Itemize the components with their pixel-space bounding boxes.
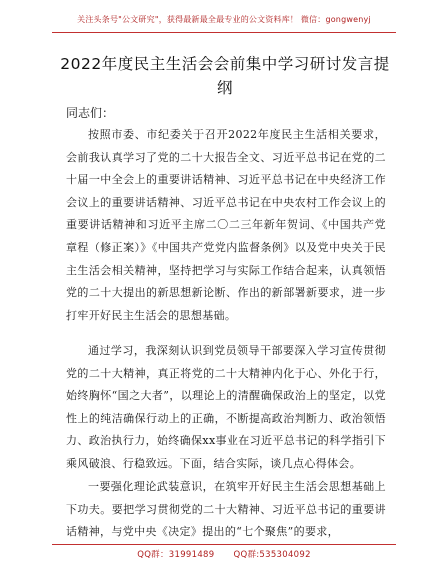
body-paragraph: 通过学习，我深刻认识到党员领导干部要深入学习宣传贯彻党的二十大精神，真正将党的二十大精神内化于心、外化于行，始终胸怀“国之大者”，以理论上的清醒确保政治上的坚定，以党性上的纯洁确保行动上的正确，不断提高政治判断力、政治领悟力、政治执行力，始终确保xx事业在习近平总书记的科学指引下乘风破浪、行稳致远。下面，结合实际，谈几点心得体会。 xyxy=(66,344,386,470)
footer-divider xyxy=(52,544,396,545)
body-paragraph: 按照市委、市纪委关于召开2022年度民主生活相关要求，会前我认真学习了党的二十大报告全文、习近平总书记在党的二十届一中全会上的重要讲话精神、习近平总书记在中央经济工作会议上的重要讲话精神、习近平总书记在中央农村工作会议上的重要讲话精神和习近平主席二〇二三年新年贺词、《中国共产党章程（修正案）》《中国共产党党内监督条例》以及党中央关于民主生活会相关精神，坚持把学习与实际工作结合起来，认真领悟党的二十大提出的新思想新论断、作出的新部署新要求，进一步打牢开好民主生活会的思想基础。 xyxy=(66,128,386,322)
footer-qq-group-1: QQ群：31991489 xyxy=(137,550,215,560)
header-notice: 关注头条号"公文研究"，获得最新最全最专业的公文资料库！ 微信：gongwenyj xyxy=(77,15,371,24)
document-title: 2022年度民主生活会会前集中学习研讨发言提纲 xyxy=(60,55,390,97)
salutation: 同志们： xyxy=(66,106,115,120)
footer xyxy=(0,548,448,560)
footer-qq-group-2: QQ群:535304092 xyxy=(233,550,311,560)
body-paragraph: 一要强化理论武装意识，在筑牢开好民主生活会思想基础上下功夫。要把学习贯彻党的二十大精神、习近平总书记的重要讲话精神，与党中央《决定》提出的“七个聚焦”的要求， xyxy=(66,480,386,539)
header-divider xyxy=(52,32,396,33)
